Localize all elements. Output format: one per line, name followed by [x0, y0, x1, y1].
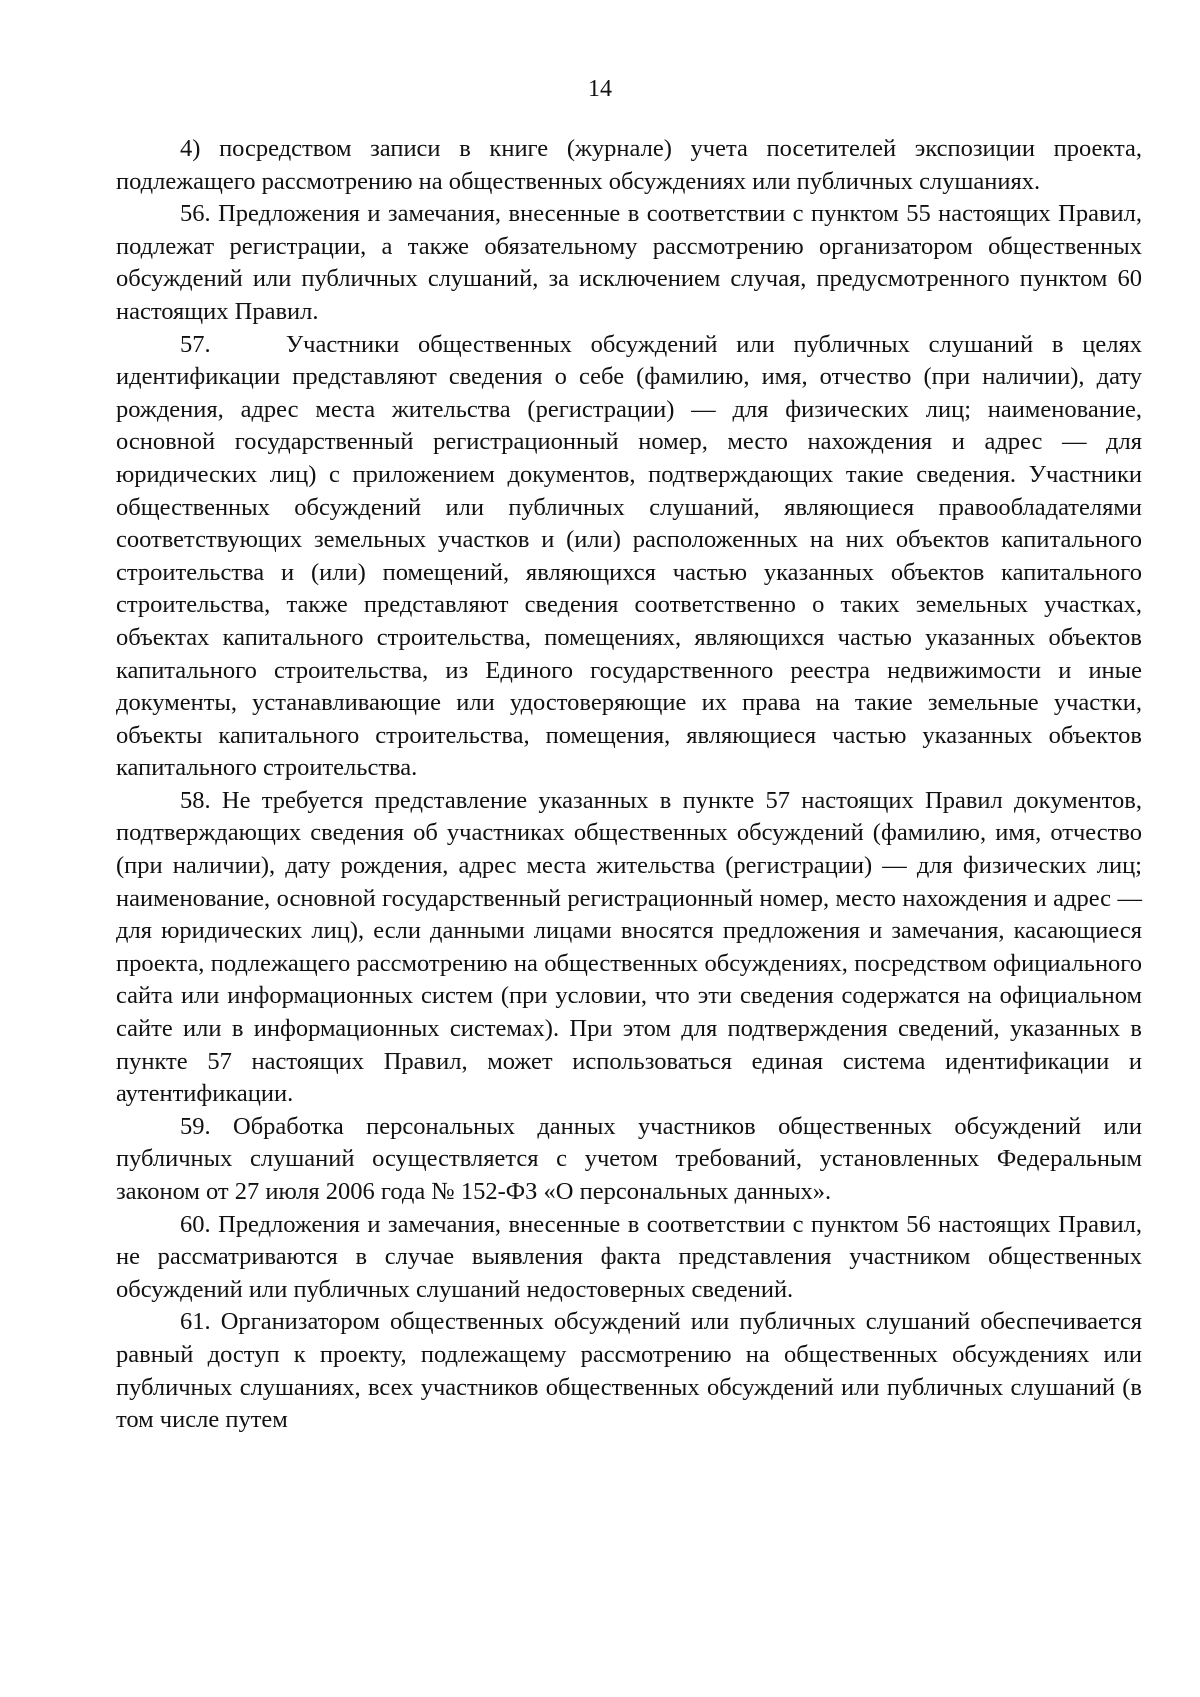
paragraph-59: 59. Обработка персональных данных участников общественных обсуждений или публичных слушаний осуществляется с учетом требований, установленных Федеральным законом от 27 июля 2006 года № 152-ФЗ «О персональных данных».	[116, 1112, 1142, 1205]
paragraph-item-4: 4) посредством записи в книге (журнале) учета посетителей экспозиции проекта, подлежащего рассмотрению на общественных обсуждениях или публичных слушаниях.	[116, 135, 1142, 195]
paragraph-57: 57. Участники общественных обсуждений или публичных слушаний в целях идентификации представляют сведения о себе (фамилию, имя, отчество (при наличии), дату рождения, адрес места жительства (регистрации) — для физических лиц; наименование, основной государственный регистрационный номер, место нахождения и адрес — для юридических лиц) с приложением документов, подтверждающих такие сведения. Участники общественных обсуждений или публичных слушаний, являющиеся правообладателями соответствующих земельных участков и (или) расположенных на них объектов капитального строительства и (или) помещений, являющихся частью указанных объектов капитального строительства, также представляют сведения соответственно о таких земельных участках, объектах капитального строительства, помещениях, являющихся частью указанных объектов капитального строительства, из Единого государственного реестра недвижимости и иные документы, устанавливающие или удостоверяющие их права на такие земельные участки, объекты капитального строительства, помещения, являющиеся частью указанных объектов капитального строительства.	[116, 330, 1149, 782]
page-number: 14	[588, 76, 612, 102]
document-body	[116, 133, 1149, 1437]
paragraph-56: 56. Предложения и замечания, внесенные в соответствии с пунктом 55 настоящих Правил, подлежат регистрации, а также обязательному рассмотрению организатором общественных обсуждений или публичных слушаний, за исключением случая, предусмотренного пунктом 60 настоящих Правил.	[116, 200, 1142, 325]
paragraph-60: 60. Предложения и замечания, внесенные в соответствии с пунктом 56 настоящих Правил, не рассматриваются в случае выявления факта представления участником общественных обсуждений или публичных слушаний недостоверных сведений.	[116, 1210, 1142, 1303]
paragraph-61: 61. Организатором общественных обсуждений или публичных слушаний обеспечивается равный доступ к проекту, подлежащему рассмотрению на общественных обсуждениях или публичных слушаниях, всех участников общественных обсуждений или публичных слушаний (в том числе путем	[116, 1308, 1142, 1434]
paragraph-58: 58. Не требуется представление указанных в пункте 57 настоящих Правил документов, подтверждающих сведения об участниках общественных обсуждений (фамилию, имя, отчество (при наличии), дату рождения, адрес места жительства (регистрации) — для физических лиц; наименование, основной государственный регистрационный номер, место нахождения и адрес — для юридических лиц), если данными лицами вносятся предложения и замечания, касающиеся проекта, подлежащего рассмотрению на общественных обсуждениях, посредством официального сайта или информационных систем (при условии, что эти сведения содержатся на официальном сайте или в информационных системах). При этом для подтверждения сведений, указанных в пункте 57 настоящих Правил, может использоваться единая система идентификации и аутентификации.	[116, 786, 1142, 1108]
